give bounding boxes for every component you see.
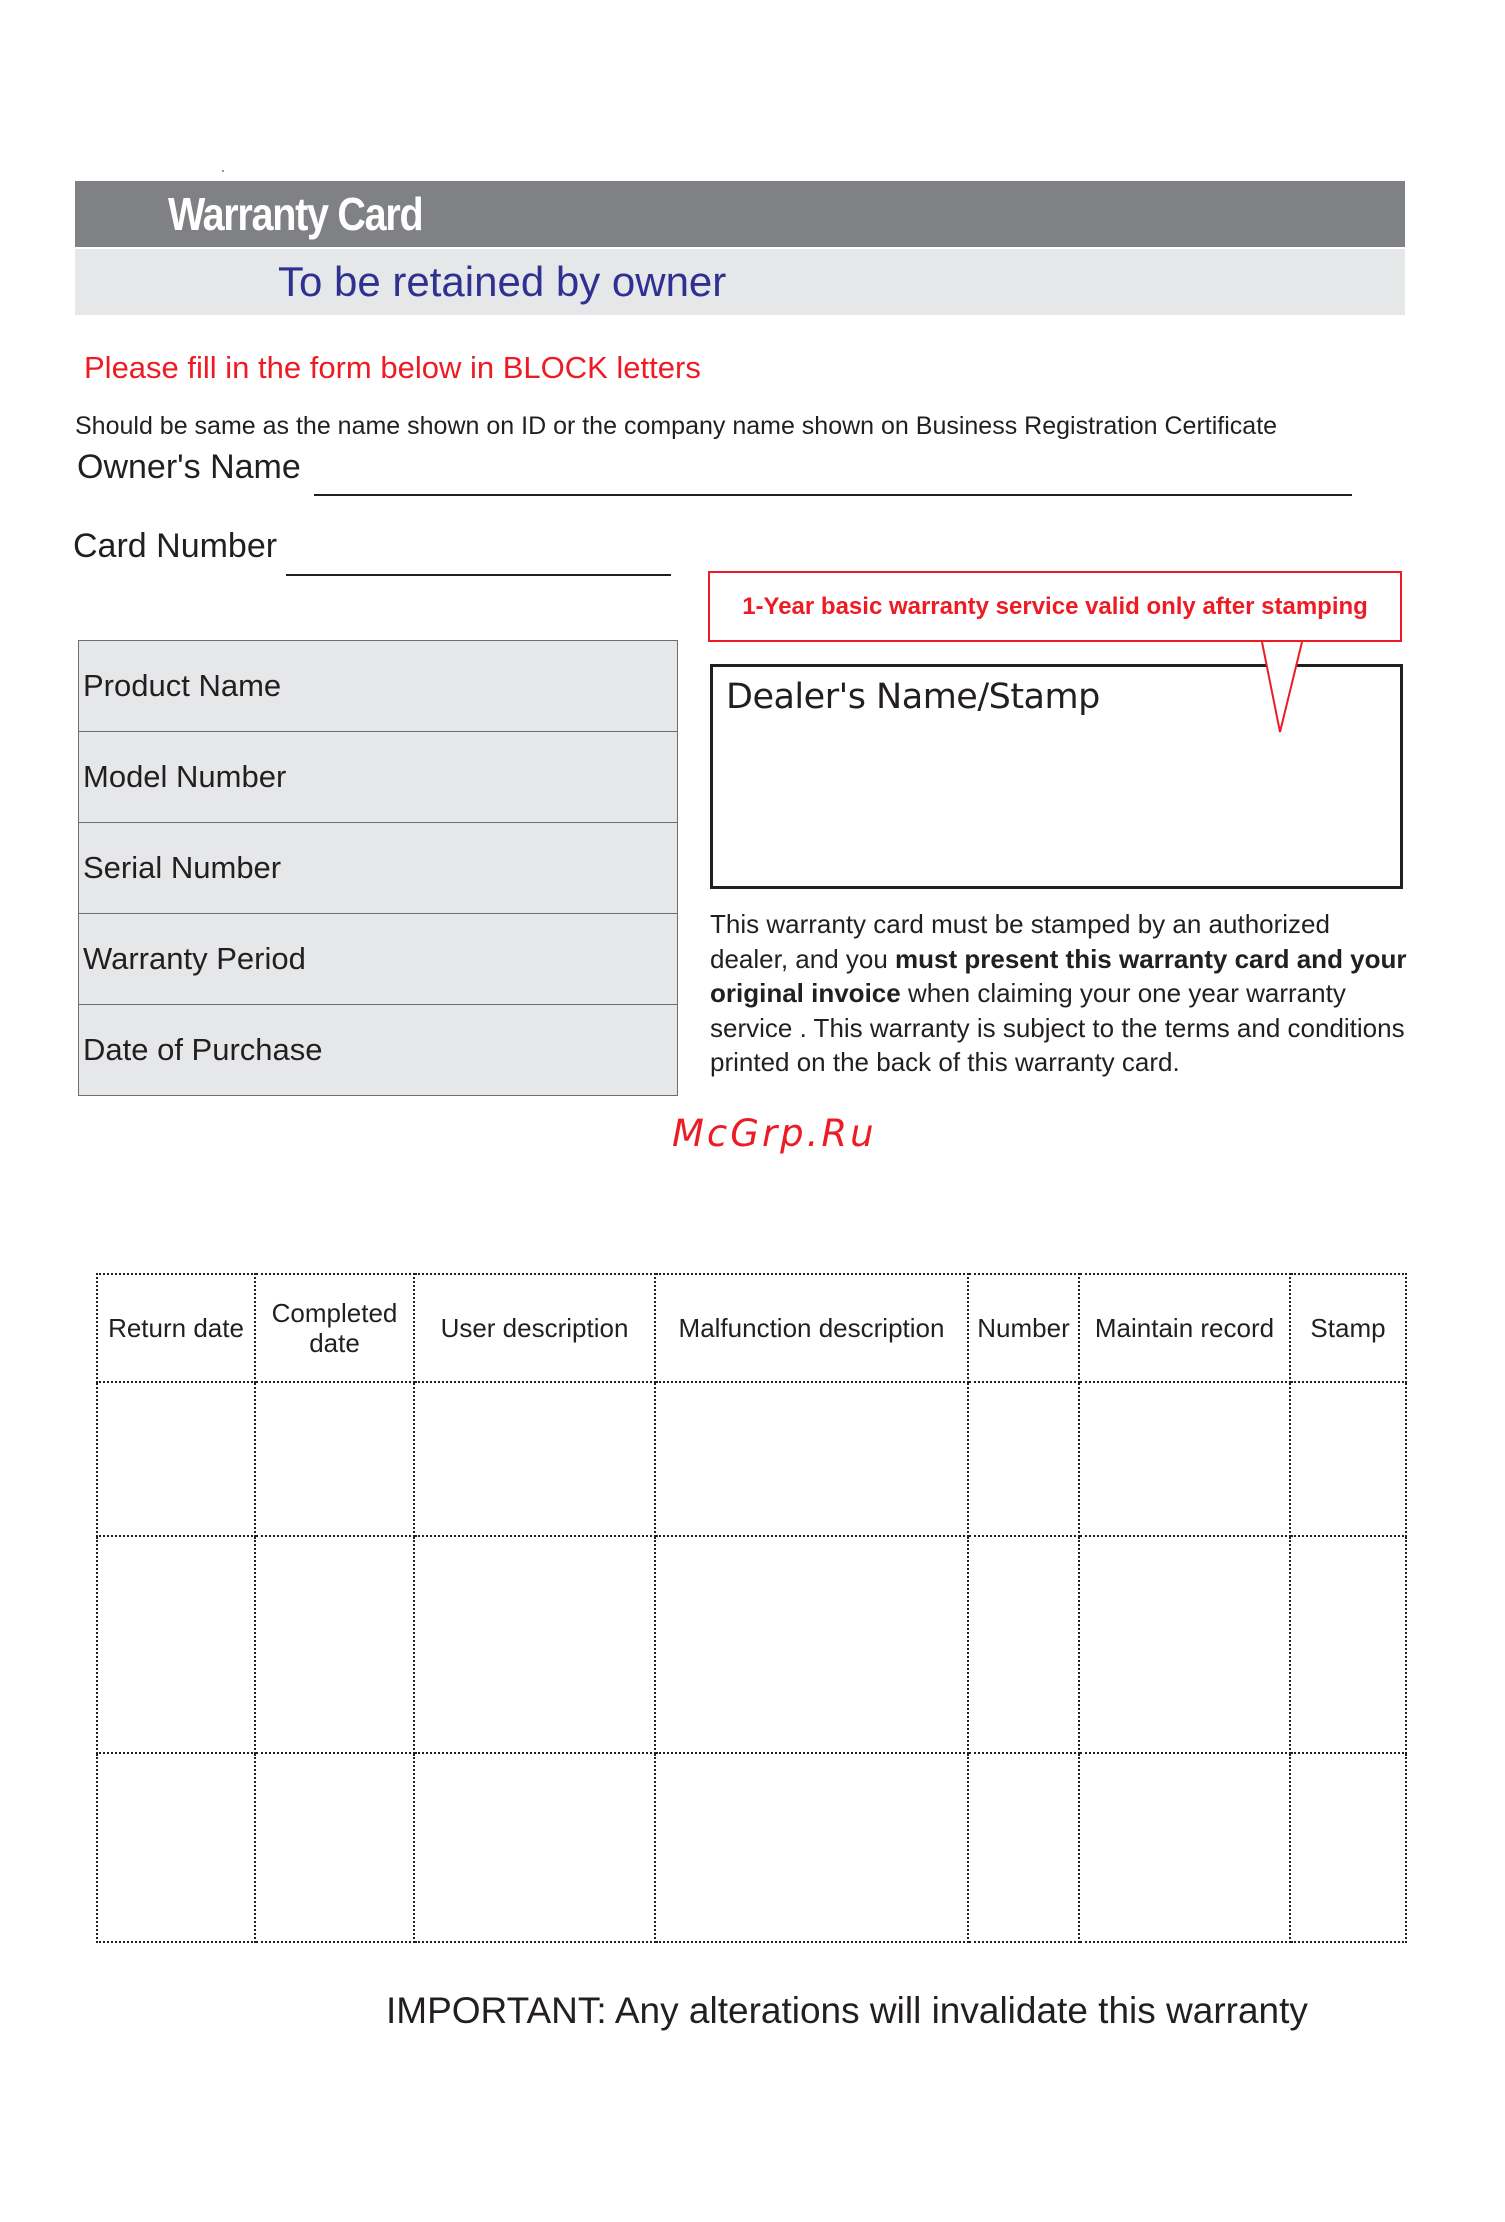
page-subtitle: To be retained by owner	[278, 258, 727, 305]
terms-paragraph	[710, 907, 1410, 1080]
header-maintain-record: Maintain record	[1079, 1274, 1290, 1382]
dealer-stamp-label: Dealer's Name/Stamp	[726, 677, 1100, 717]
table-cell[interactable]	[1079, 1536, 1290, 1753]
table-cell[interactable]	[655, 1536, 968, 1753]
product-name-field[interactable]: Product Name	[79, 641, 678, 732]
table-cell[interactable]	[255, 1536, 414, 1753]
terms-bold: must present this warranty card and your original invoice	[710, 943, 1407, 1008]
owner-name-label: Owner's Name	[77, 448, 301, 486]
header-malfunction-description: Malfunction description	[655, 1274, 968, 1382]
header-stamp: Stamp	[1290, 1274, 1406, 1382]
stamp-validity-callout: 1-Year basic warranty service valid only after stamping	[708, 571, 1402, 642]
card-number-label: Card Number	[73, 527, 278, 565]
header-return-date: Return date	[97, 1274, 255, 1382]
table-cell[interactable]	[655, 1382, 968, 1536]
owner-name-field[interactable]	[314, 494, 1352, 496]
terms-part-2: when claiming your one year warranty service . This warranty is subject to the terms and conditions printed on the back of this warranty card.	[710, 978, 1405, 1077]
speck	[222, 170, 224, 172]
table-cell[interactable]	[1290, 1753, 1406, 1942]
name-note: Should be same as the name shown on ID or the company name shown on Business Registration Certificate	[75, 412, 1278, 440]
header-number: Number	[968, 1274, 1079, 1382]
header-completed-date: Completed date	[255, 1274, 414, 1382]
card-number-field[interactable]	[286, 574, 671, 576]
page-title: Warranty Card	[168, 188, 423, 240]
table-cell[interactable]	[968, 1382, 1079, 1536]
date-of-purchase-row	[79, 1005, 678, 1096]
table-row	[97, 1382, 1406, 1536]
table-cell[interactable]	[968, 1536, 1079, 1753]
table-cell[interactable]	[97, 1382, 255, 1536]
table-cell[interactable]	[1079, 1753, 1290, 1942]
repair-record-table	[96, 1273, 1407, 1943]
fill-instruction: Please fill in the form below in BLOCK letters	[84, 350, 701, 385]
callout-pointer-icon	[1240, 640, 1310, 735]
table-cell[interactable]	[414, 1382, 655, 1536]
table-cell[interactable]	[655, 1753, 968, 1942]
table-row	[97, 1536, 1406, 1753]
table-cell[interactable]	[968, 1753, 1079, 1942]
table-cell[interactable]	[97, 1536, 255, 1753]
product-name-row	[79, 641, 678, 732]
model-number-row	[79, 732, 678, 823]
table-cell[interactable]	[1079, 1382, 1290, 1536]
watermark: McGrp.Ru	[672, 1112, 877, 1155]
table-cell[interactable]	[1290, 1382, 1406, 1536]
table-cell[interactable]	[97, 1753, 255, 1942]
warranty-period-row	[79, 914, 678, 1005]
table-cell[interactable]	[414, 1536, 655, 1753]
serial-number-row	[79, 823, 678, 914]
subtitle-bar	[75, 249, 1405, 315]
important-notice: IMPORTANT: Any alterations will invalidate this warranty	[386, 1990, 1308, 2031]
header-user-description: User description	[414, 1274, 655, 1382]
table-cell[interactable]	[255, 1382, 414, 1536]
table-header-row	[97, 1274, 1406, 1382]
table-cell[interactable]	[414, 1753, 655, 1942]
terms-part-1: This warranty card must be stamped by an authorized dealer, and you	[710, 909, 1330, 974]
table-row	[97, 1753, 1406, 1942]
table-cell[interactable]	[255, 1753, 414, 1942]
product-info-table	[78, 640, 678, 1096]
serial-number-field[interactable]: Serial Number	[79, 823, 678, 914]
model-number-field[interactable]: Model Number	[79, 732, 678, 823]
warranty-period-field[interactable]: Warranty Period	[79, 914, 678, 1005]
table-cell[interactable]	[1290, 1536, 1406, 1753]
date-of-purchase-field[interactable]: Date of Purchase	[79, 1005, 678, 1096]
